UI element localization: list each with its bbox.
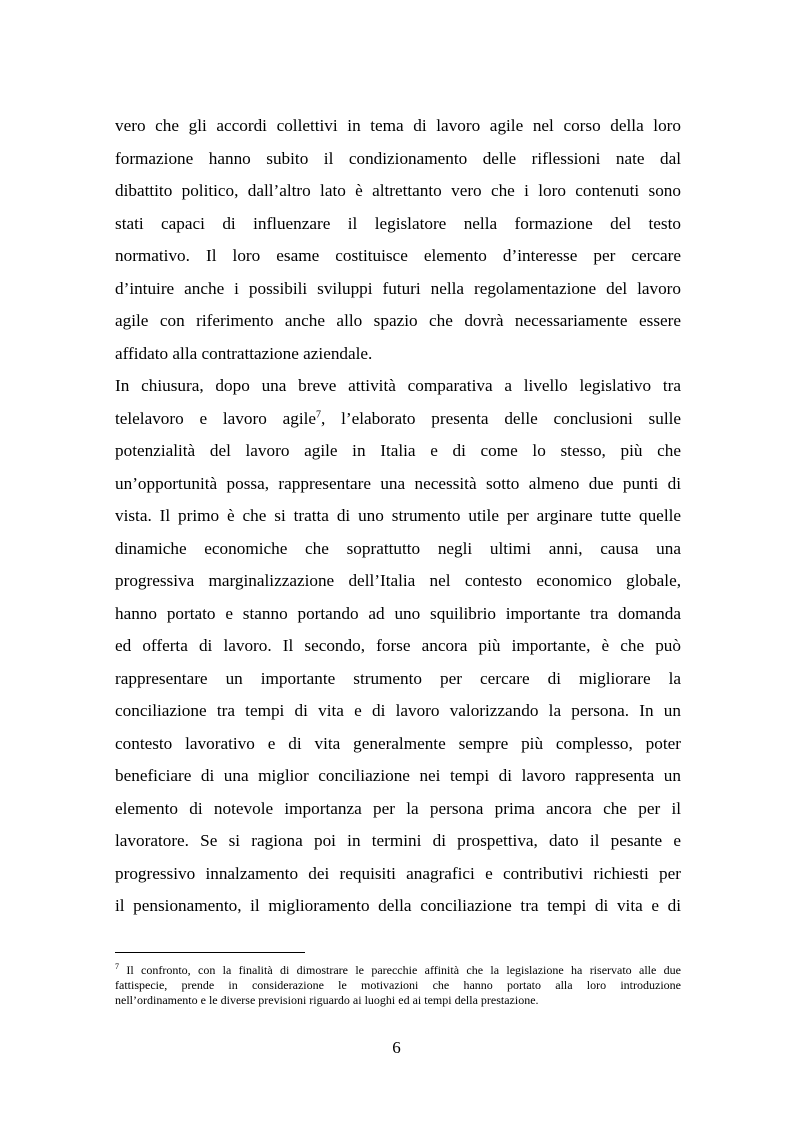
footnote-reference[interactable]: 7: [316, 408, 321, 420]
body-line: agile con riferimento anche allo spazio che dovrà necessariamente essere: [115, 311, 681, 330]
footnote-line: [115, 963, 681, 978]
body-line: progressiva marginalizzazione dell’Italia nel contesto economico globale,: [115, 571, 681, 590]
body-line: progressivo innalzamento dei requisiti anagrafici e contributivi richiesti per: [115, 863, 681, 883]
body-line: lavoratore. Se si ragiona poi in termini di prospettiva, dato il pesante e: [115, 831, 681, 850]
footnote: [115, 963, 681, 1008]
body-line: dinamiche economiche che soprattutto negli ultimi anni, causa una: [115, 538, 681, 558]
body-line: hanno portato e stanno portando ad uno squilibrio importante tra domanda: [115, 603, 681, 623]
footnote-line: nell’ordinamento e le diverse previsioni riguardo ai luoghi ed ai tempi della prestazione.: [115, 993, 539, 1007]
body-line: formazione hanno subito il condizionamento delle riflessioni nate dal: [115, 148, 681, 168]
body-line: dibattito politico, dall’altro lato è altrettanto vero che i loro contenuti sono: [115, 181, 681, 200]
body-line: In chiusura, dopo una breve attività comparativa a livello legislativo tra: [115, 376, 681, 395]
body-line: vista. Il primo è che si tratta di uno strumento utile per arginare tutte quelle: [115, 506, 681, 525]
body-line: d’intuire anche i possibili sviluppi futuri nella regolamentazione del lavoro: [115, 278, 681, 298]
body-line: normativo. Il loro esame costituisce elemento d’interesse per cercare: [115, 246, 681, 265]
body-line: beneficiare di una miglior conciliazione nei tempi di lavoro rappresenta un: [115, 766, 681, 785]
body-line: stati capaci di influenzare il legislatore nella formazione del testo: [115, 213, 681, 233]
body-line: conciliazione tra tempi di vita e di lavoro valorizzando la persona. In un: [115, 701, 681, 720]
footnote-marker: 7: [115, 962, 119, 971]
body-line: contesto lavorativo e di vita generalmente sempre più complesso, poter: [115, 733, 681, 753]
body-line-segment: telelavoro e lavoro agile: [115, 408, 316, 428]
body-line: elemento di notevole importanza per la persona prima ancora che per il: [115, 798, 681, 818]
body-line-with-footnote-ref: [115, 403, 681, 436]
body-line: rappresentare un importante strumento per cercare di migliorare la: [115, 668, 681, 688]
body-line: un’opportunità possa, rappresentare una necessità sotto almeno due punti di: [115, 473, 681, 493]
footnote-text: Il confronto, con la finalità di dimostrare le parecchie affinità che la legislazione ha riservato alle due: [119, 963, 681, 977]
footnote-separator: [115, 952, 305, 953]
body-line: potenzialità del lavoro agile in Italia e di come lo stesso, più che: [115, 441, 681, 460]
body-text: [115, 110, 681, 923]
footnote-line: fattispecie, prende in considerazione le motivazioni che hanno portato alla loro introduzione: [115, 978, 681, 992]
body-line-segment: , l’elaborato presenta delle conclusioni sulle: [321, 408, 681, 428]
body-line: vero che gli accordi collettivi in tema di lavoro agile nel corso della loro: [115, 116, 681, 135]
body-line: il pensionamento, il miglioramento della conciliazione tra tempi di vita e di: [115, 896, 681, 915]
body-line: ed offerta di lavoro. Il secondo, forse ancora più importante, è che può: [115, 636, 681, 655]
page-number: 6: [392, 1038, 401, 1057]
body-line: affidato alla contrattazione aziendale.: [115, 343, 373, 363]
